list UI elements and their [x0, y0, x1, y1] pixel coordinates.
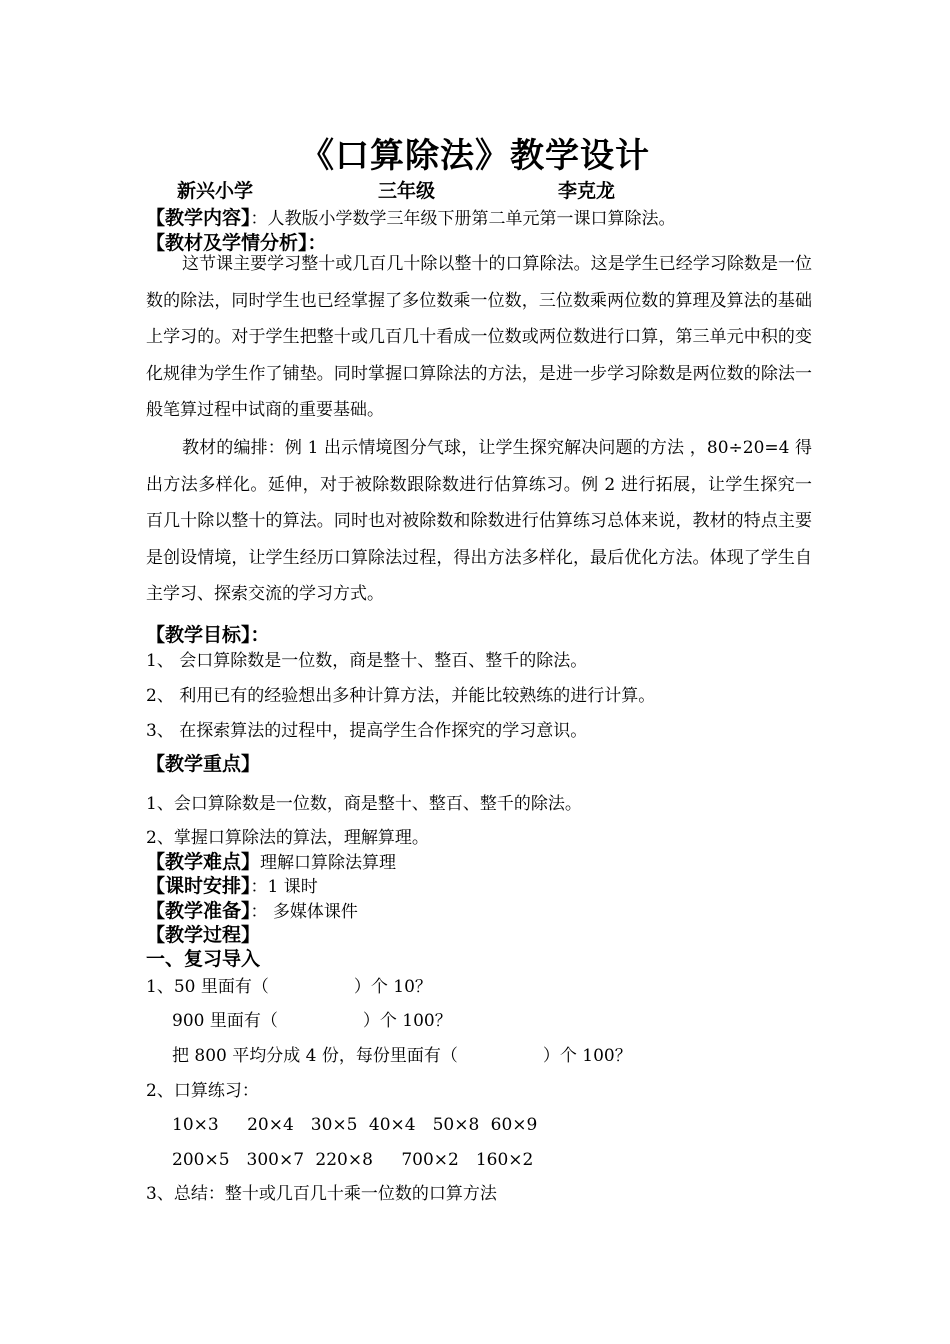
schedule-line — [146, 871, 318, 898]
goal-item: 1、 会口算除数是一位数，商是整十、整百、整千的除法。 — [146, 651, 588, 671]
keypoint-item: 2、掌握口算除法的算法，理解算理。 — [146, 828, 429, 848]
analysis-paragraph-1: 这节课主要学习整十或几百几十除以整十的口算除法。这是学生已经学习除数是一位数的除法，同时学生也已经掌握了多位数乘一位数，三位数乘两位数的算理及算法的基础上学习的。对于学生把整十或几百几十看成一位数或两位数进行口算，第三单元中积的变化规律为学生作了铺垫。同时掌握口算除法的方法，是进一步学习除数是两位数的除法一般笔算过程中试商的重要基础。 — [146, 254, 812, 420]
review-question: 把 800 平均分成 4 份，每份里面有（ ）个 100？ — [172, 1046, 632, 1066]
process-heading: 【教学过程】 — [146, 924, 261, 946]
page-title: 《口算除法》教学设计 — [300, 136, 650, 176]
practice-heading: 2、口算练习： — [146, 1081, 259, 1101]
analysis-paragraph-2: 教材的编排：例 1 出示情境图分气球，让学生探究解决问题的方法 ，80÷20=4 得出方法多样化。延伸，对于被除数跟除数进行估算练习。例 2 进行拓展，让学生探究一百几十除以整十的算法。同时也对被除数和除数进行估算练习总体来说，教材的特点主要是创设情境，让学生经历口算除法过程，得出方法多样化，最后优化方法。体现了学生自主学习、探索交流的学习方式。 — [146, 438, 812, 604]
keypoint-item: 1、会口算除数是一位数，商是整十、整百、整千的除法。 — [146, 794, 582, 814]
section-review-heading: 一、复习导入 — [146, 948, 261, 970]
analysis-heading: 【教材及学情分析】 — [146, 232, 308, 254]
content-text: ：人教版小学数学三年级下册第二单元第一课口算除法。 — [250, 209, 676, 229]
difficulty-heading: 【教学难点】 — [146, 851, 261, 873]
goal-item: 2、 利用已有的经验想出多种计算方法，并能比较熟练的进行计算。 — [146, 686, 656, 706]
school-name: 新兴小学 — [177, 180, 254, 202]
difficulty-line — [146, 847, 396, 874]
prep-line — [146, 896, 358, 923]
analysis-colon: ： — [307, 232, 327, 254]
practice-row: 200×5 300×7 220×8 700×2 160×2 — [172, 1150, 534, 1170]
teacher-name: 李克龙 — [558, 180, 616, 202]
review-question: 900 里面有（ ）个 100？ — [172, 1011, 452, 1031]
practice-row: 10×3 20×4 30×5 40×4 50×8 60×9 — [172, 1115, 538, 1135]
schedule-text: ：1 课时 — [250, 877, 318, 897]
review-question: 1、50 里面有（ ）个 10？ — [146, 977, 432, 997]
goal-item: 3、 在探索算法的过程中，提高学生合作探究的学习意识。 — [146, 721, 588, 741]
grade-label: 三年级 — [378, 180, 436, 202]
goals-heading: 【教学目标】： — [146, 624, 270, 646]
content-line — [146, 203, 676, 230]
content-heading: 【教学内容】 — [146, 207, 251, 229]
summary-line: 3、总结：整十或几百几十乘一位数的口算方法 — [146, 1184, 497, 1204]
keypoints-heading: 【教学重点】 — [146, 753, 261, 775]
schedule-heading: 【课时安排】 — [146, 875, 251, 897]
prep-text: ： 多媒体课件 — [250, 902, 358, 922]
difficulty-text: 理解口算除法算理 — [260, 853, 397, 873]
prep-heading: 【教学准备】 — [146, 900, 251, 922]
